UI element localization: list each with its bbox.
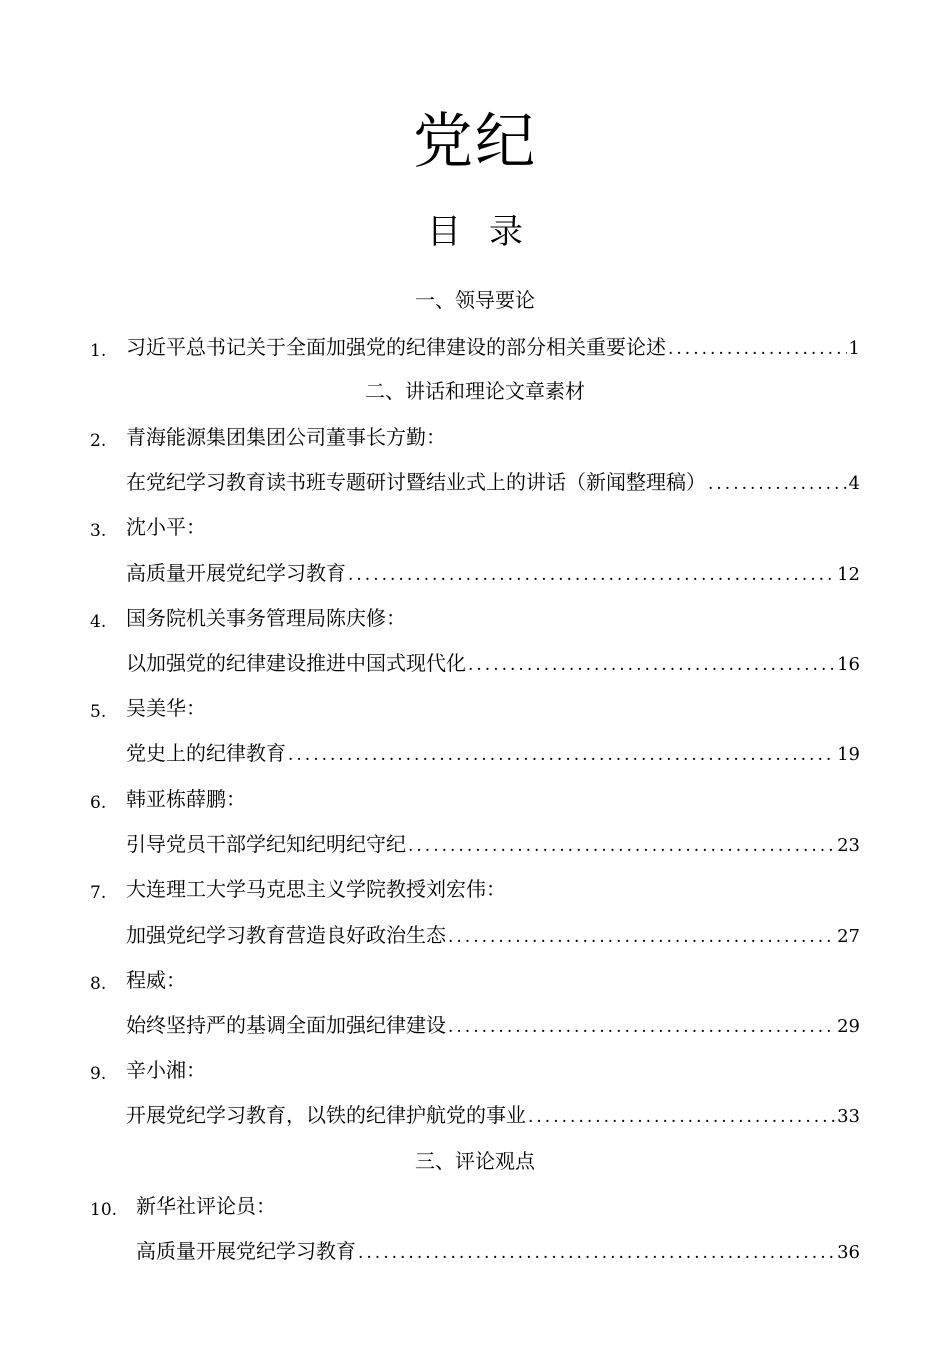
toc-heading-char: 目 [427,212,461,252]
page-number: 23 [837,835,860,856]
entry-title: 始终坚持严的基调全面加强纪律建设 [126,1013,446,1037]
page-number: 36 [837,1242,860,1263]
entry-author: 吴美华： [126,696,206,720]
dot-leader [348,558,835,592]
dot-leader [408,829,835,863]
entry-title: 高质量开展党纪学习教育 [126,561,346,585]
page-number: 33 [837,1106,860,1127]
toc-entry[interactable] [126,827,860,861]
dot-leader [448,920,835,954]
entry-number: 6. [90,793,107,813]
section-heading: 一、领导要论 [415,288,535,312]
toc-entry[interactable] [126,1098,860,1132]
dot-leader [288,738,835,772]
entry-author: 韩亚栋薛鹏： [126,787,246,811]
toc-entry[interactable] [136,1234,860,1268]
entry-author: 沈小平： [126,515,206,539]
page-number: 12 [837,564,860,585]
page-number: 4 [848,473,860,494]
entry-author: 国务院机关事务管理局陈庆修： [126,606,406,630]
page-number: 16 [837,654,860,675]
section-heading: 二、讲话和理论文章素材 [365,379,585,403]
entry-title: 习近平总书记关于全面加强党的纪律建设的部分相关重要论述 [126,335,666,359]
entry-title: 引导党员干部学纪知纪明纪守纪 [126,832,406,856]
entry-title: 党史上的纪律教育 [126,741,286,765]
entry-title: 加强党纪学习教育营造良好政治生态 [126,923,446,947]
page-number: 27 [837,926,860,947]
entry-title: 以加强党的纪律建设推进中国式现代化 [126,651,466,675]
entry-author: 青海能源集团集团公司董事长方勤： [126,425,446,449]
entry-title: 在党纪学习教育读书班专题研讨暨结业式上的讲话（新闻整理稿） [126,470,706,494]
entry-number: 1. [90,341,107,361]
entry-number: 10. [90,1200,118,1220]
toc-entry[interactable] [126,646,860,680]
entry-number: 2. [90,431,107,451]
toc-heading-char: 录 [489,212,523,252]
entry-author: 程威： [126,968,186,992]
toc-entry[interactable] [126,556,860,590]
entry-number: 9. [90,1064,107,1084]
entry-author: 大连理工大学马克思主义学院教授刘宏伟： [126,877,506,901]
page-number: 19 [837,744,860,765]
page-number: 1 [848,338,860,359]
entry-number: 4. [90,612,107,632]
entry-number: 7. [90,883,107,903]
entry-number: 8. [90,974,107,994]
entry-title: 高质量开展党纪学习教育 [136,1239,356,1263]
document-title: 党纪 [413,107,537,177]
section-heading: 三、评论观点 [415,1149,535,1173]
toc-entry[interactable] [126,918,860,952]
toc-entry[interactable] [126,736,860,770]
dot-leader [668,332,847,366]
toc-entry[interactable] [126,330,860,364]
toc-entry[interactable] [126,465,860,499]
page-number: 29 [837,1016,860,1037]
dot-leader [358,1236,835,1270]
entry-number: 5. [90,702,107,722]
entry-number: 3. [90,521,107,541]
toc-entry[interactable] [126,1008,860,1042]
entry-title: 开展党纪学习教育，以铁的纪律护航党的事业 [126,1103,526,1127]
dot-leader [468,648,835,682]
dot-leader [708,467,847,501]
dot-leader [528,1100,835,1134]
dot-leader [448,1010,835,1044]
entry-author: 新华社评论员： [136,1194,276,1218]
entry-author: 辛小湘： [126,1058,206,1082]
